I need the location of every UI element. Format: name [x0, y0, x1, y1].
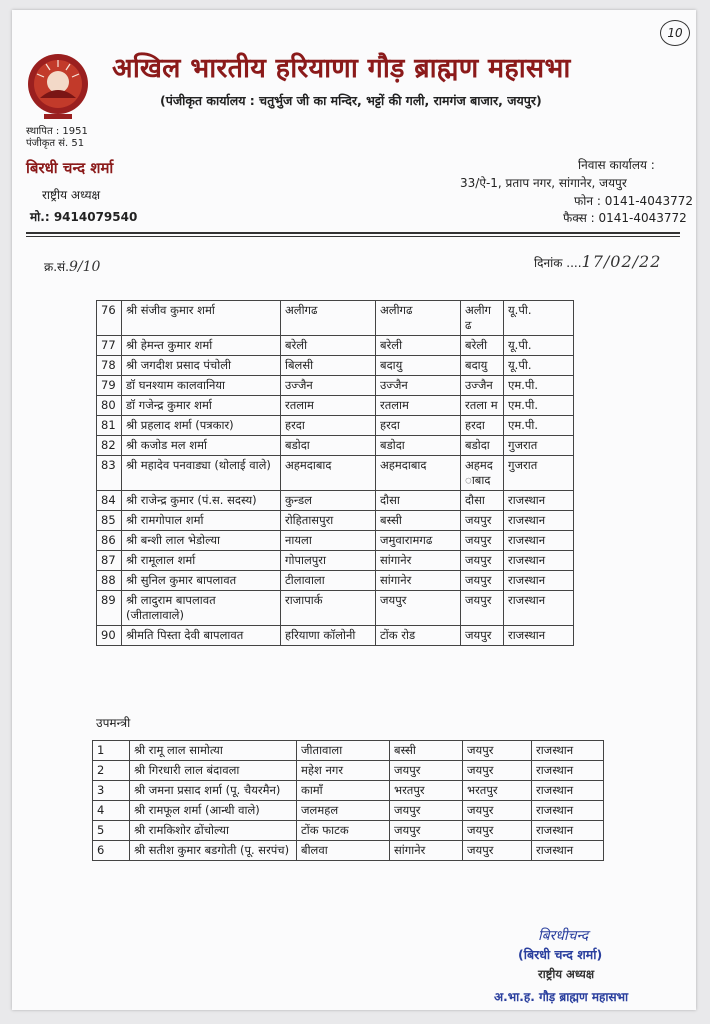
name-cell: श्री हेमन्त कुमार शर्मा: [122, 336, 281, 356]
district-cell: जयपुर: [463, 741, 532, 761]
state-cell: यू.पी.: [504, 336, 574, 356]
serial-cell: 6: [93, 841, 130, 861]
reference-value: 9/10: [68, 259, 101, 275]
serial-cell: 1: [93, 741, 130, 761]
village-cell: टीलावाला: [281, 571, 376, 591]
tehsil-cell: सांगानेर: [376, 551, 461, 571]
stamp-title: राष्ट्रीय अध्यक्ष: [538, 967, 595, 981]
village-cell: रोहितासपुरा: [281, 511, 376, 531]
page-number: 10: [660, 20, 690, 46]
name-cell: श्री रामू लाल सामोत्या: [130, 741, 297, 761]
serial-cell: 85: [97, 511, 122, 531]
name-cell: श्री रामूलाल शर्मा: [122, 551, 281, 571]
date-value: 17/02/22: [581, 252, 662, 271]
tehsil-cell: बरेली: [376, 336, 461, 356]
state-cell: राजस्थान: [504, 511, 574, 531]
tehsil-cell: सांगानेर: [376, 571, 461, 591]
serial-cell: 81: [97, 416, 122, 436]
district-cell: अहमद ाबाद: [461, 456, 504, 491]
table-row: [97, 416, 574, 436]
tehsil-cell: जयपुर: [376, 591, 461, 626]
state-cell: राजस्थान: [532, 821, 604, 841]
serial-cell: 3: [93, 781, 130, 801]
table-row: [93, 741, 604, 761]
tehsil-cell: बडोदा: [376, 436, 461, 456]
header-divider-thin: [26, 236, 680, 237]
table-row: [97, 531, 574, 551]
state-cell: यू.पी.: [504, 356, 574, 376]
district-cell: जयपुर: [463, 761, 532, 781]
state-cell: एम.पी.: [504, 396, 574, 416]
district-cell: जयपुर: [461, 591, 504, 626]
table-row: [93, 841, 604, 861]
village-cell: राजापार्क: [281, 591, 376, 626]
state-cell: एम.पी.: [504, 376, 574, 396]
state-cell: राजस्थान: [504, 571, 574, 591]
village-cell: नायला: [281, 531, 376, 551]
tehsil-cell: भरतपुर: [390, 781, 463, 801]
table-row: [97, 396, 574, 416]
members-table: [96, 300, 574, 646]
village-cell: जलमहल: [297, 801, 390, 821]
serial-cell: 83: [97, 456, 122, 491]
state-cell: राजस्थान: [504, 531, 574, 551]
village-cell: बडोदा: [281, 436, 376, 456]
emblem-logo: [26, 52, 90, 120]
name-cell: श्री रामगोपाल शर्मा: [122, 511, 281, 531]
name-cell: श्री प्रहलाद शर्मा (पत्रकार): [122, 416, 281, 436]
village-cell: टोंक फाटक: [297, 821, 390, 841]
name-cell: श्री सुनिल कुमार बापलावत: [122, 571, 281, 591]
serial-cell: 77: [97, 336, 122, 356]
president-name: बिरधी चन्द शर्मा: [26, 159, 114, 177]
village-cell: कुन्डल: [281, 491, 376, 511]
table-row: [97, 591, 574, 626]
state-cell: एम.पी.: [504, 416, 574, 436]
tehsil-cell: जयपुर: [390, 821, 463, 841]
tehsil-cell: बस्सी: [376, 511, 461, 531]
table-row: [93, 821, 604, 841]
village-cell: बरेली: [281, 336, 376, 356]
organization-title: अखिल भारतीय हरियाणा गौड़ ब्राह्मण महासभा: [112, 53, 571, 84]
tehsil-cell: अलीगढ: [376, 301, 461, 336]
district-cell: जयपुर: [461, 531, 504, 551]
president-mobile: मो.: 9414079540: [30, 210, 138, 224]
tehsil-cell: रतलाम: [376, 396, 461, 416]
name-cell: श्री रामफूल शर्मा (आन्धी वाले): [130, 801, 297, 821]
district-cell: बडोदा: [461, 436, 504, 456]
serial-cell: 90: [97, 626, 122, 646]
residence-heading: निवास कार्यालय :: [578, 158, 655, 172]
tehsil-cell: उज्जैन: [376, 376, 461, 396]
fax-number: फैक्स : 0141-4043772: [563, 211, 687, 225]
table-row: [97, 436, 574, 456]
table-row: [97, 301, 574, 336]
district-cell: दौसा: [461, 491, 504, 511]
table-row: [93, 801, 604, 821]
table-row: [97, 571, 574, 591]
state-cell: राजस्थान: [532, 841, 604, 861]
serial-cell: 84: [97, 491, 122, 511]
registered-office: (पंजीकृत कार्यालय : चतुर्भुज जी का मन्दिर, भट्टों की गली, रामगंज बाजार, जयपुर): [160, 93, 542, 108]
state-cell: राजस्थान: [504, 626, 574, 646]
registration-number: पंजीकृत सं. 51: [26, 138, 85, 149]
village-cell: बिलसी: [281, 356, 376, 376]
reference-number: [44, 258, 100, 275]
district-cell: जयपुर: [461, 551, 504, 571]
village-cell: अलीगढ: [281, 301, 376, 336]
district-cell: बदायु: [461, 356, 504, 376]
signature-stamp: [490, 926, 680, 1008]
name-cell: श्री सतीश कुमार बडगोती (पू. सरपंच): [130, 841, 297, 861]
district-cell: रतला म: [461, 396, 504, 416]
district-cell: जयपुर: [461, 511, 504, 531]
date-label: दिनांक: [534, 256, 563, 270]
residence-address: 33/ऐ-1, प्रताप नगर, सांगानेर, जयपुर: [460, 176, 627, 190]
serial-cell: 78: [97, 356, 122, 376]
district-cell: जयपुर: [463, 801, 532, 821]
table-row: [97, 491, 574, 511]
name-cell: श्री जगदीश प्रसाद पंचोली: [122, 356, 281, 376]
name-cell: श्री लादुराम बापलावत (जीतालावाले): [122, 591, 281, 626]
serial-cell: 82: [97, 436, 122, 456]
header-divider: [26, 232, 680, 234]
name-cell: डॉ गजेन्द्र कुमार शर्मा: [122, 396, 281, 416]
tehsil-cell: जयपुर: [390, 761, 463, 781]
name-cell: श्री कजोड मल शर्मा: [122, 436, 281, 456]
village-cell: अहमदाबाद: [281, 456, 376, 491]
deputy-ministers-heading: उपमन्त्री: [96, 716, 131, 730]
table-row: [93, 761, 604, 781]
name-cell: श्री गिरधारी लाल बंदावला: [130, 761, 297, 781]
name-cell: श्री संजीव कुमार शर्मा: [122, 301, 281, 336]
district-cell: जयपुर: [461, 571, 504, 591]
village-cell: उज्जैन: [281, 376, 376, 396]
district-cell: जयपुर: [463, 841, 532, 861]
district-cell: हरदा: [461, 416, 504, 436]
serial-cell: 89: [97, 591, 122, 626]
village-cell: गोपालपुरा: [281, 551, 376, 571]
district-cell: बरेली: [461, 336, 504, 356]
reference-label: क्र.सं.: [44, 260, 69, 274]
village-cell: महेश नगर: [297, 761, 390, 781]
table-row: [93, 781, 604, 801]
district-cell: उज्जैन: [461, 376, 504, 396]
table-row: [97, 626, 574, 646]
tehsil-cell: बदायु: [376, 356, 461, 376]
established-year: स्थापित : 1951: [26, 126, 88, 137]
district-cell: भरतपुर: [463, 781, 532, 801]
table-row: [97, 376, 574, 396]
name-cell: श्री रामकिशोर ढोंचोल्या: [130, 821, 297, 841]
president-title: राष्ट्रीय अध्यक्ष: [42, 188, 101, 202]
serial-cell: 5: [93, 821, 130, 841]
deputies-table: [92, 740, 604, 861]
name-cell: डॉ घनश्याम कालवानिया: [122, 376, 281, 396]
village-cell: रतलाम: [281, 396, 376, 416]
name-cell: श्री राजेन्द्र कुमार (पं.स. सदस्य): [122, 491, 281, 511]
village-cell: हरदा: [281, 416, 376, 436]
state-cell: गुजरात: [504, 436, 574, 456]
tehsil-cell: सांगानेर: [390, 841, 463, 861]
state-cell: राजस्थान: [532, 781, 604, 801]
table-row: [97, 551, 574, 571]
stamp-name: (बिरधी चन्द शर्मा): [518, 947, 603, 962]
state-cell: राजस्थान: [532, 741, 604, 761]
serial-cell: 87: [97, 551, 122, 571]
serial-cell: 76: [97, 301, 122, 336]
letter-date: दिनांक ....17/02/22: [534, 252, 662, 271]
name-cell: श्री बन्शी लाल भेडोल्या: [122, 531, 281, 551]
village-cell: बीलवा: [297, 841, 390, 861]
name-cell: श्री महादेव पनवाड्या (थोलाई वाले): [122, 456, 281, 491]
tehsil-cell: अहमदाबाद: [376, 456, 461, 491]
state-cell: गुजरात: [504, 456, 574, 491]
name-cell: श्रीमति पिस्ता देवी बापलावत: [122, 626, 281, 646]
state-cell: राजस्थान: [504, 491, 574, 511]
serial-cell: 2: [93, 761, 130, 781]
serial-cell: 4: [93, 801, 130, 821]
table-row: [97, 456, 574, 491]
table-row: [97, 356, 574, 376]
state-cell: यू.पी.: [504, 301, 574, 336]
tehsil-cell: दौसा: [376, 491, 461, 511]
tehsil-cell: बस्सी: [390, 741, 463, 761]
serial-cell: 86: [97, 531, 122, 551]
table-row: [97, 511, 574, 531]
tehsil-cell: टोंक रोड: [376, 626, 461, 646]
village-cell: हरियाणा कॉलोनी: [281, 626, 376, 646]
stamp-organization: अ.भा.ह. गौड़ ब्राह्मण महासभा: [494, 990, 629, 1004]
village-cell: कामाँ: [297, 781, 390, 801]
state-cell: राजस्थान: [532, 761, 604, 781]
establishment-info: [26, 126, 88, 150]
district-cell: जयपुर: [461, 626, 504, 646]
village-cell: जीतावाला: [297, 741, 390, 761]
handwritten-signature: बिरधीचन्द: [538, 928, 589, 944]
tehsil-cell: जमुवारामगढ: [376, 531, 461, 551]
district-cell: अलीग ढ: [461, 301, 504, 336]
serial-cell: 79: [97, 376, 122, 396]
tehsil-cell: जयपुर: [390, 801, 463, 821]
state-cell: राजस्थान: [504, 551, 574, 571]
phone-number: फोन : 0141-4043772: [574, 194, 694, 208]
table-row: [97, 336, 574, 356]
name-cell: श्री जमना प्रसाद शर्मा (पू. चैयरमैन): [130, 781, 297, 801]
tehsil-cell: हरदा: [376, 416, 461, 436]
district-cell: जयपुर: [463, 821, 532, 841]
state-cell: राजस्थान: [532, 801, 604, 821]
serial-cell: 80: [97, 396, 122, 416]
state-cell: राजस्थान: [504, 591, 574, 626]
serial-cell: 88: [97, 571, 122, 591]
